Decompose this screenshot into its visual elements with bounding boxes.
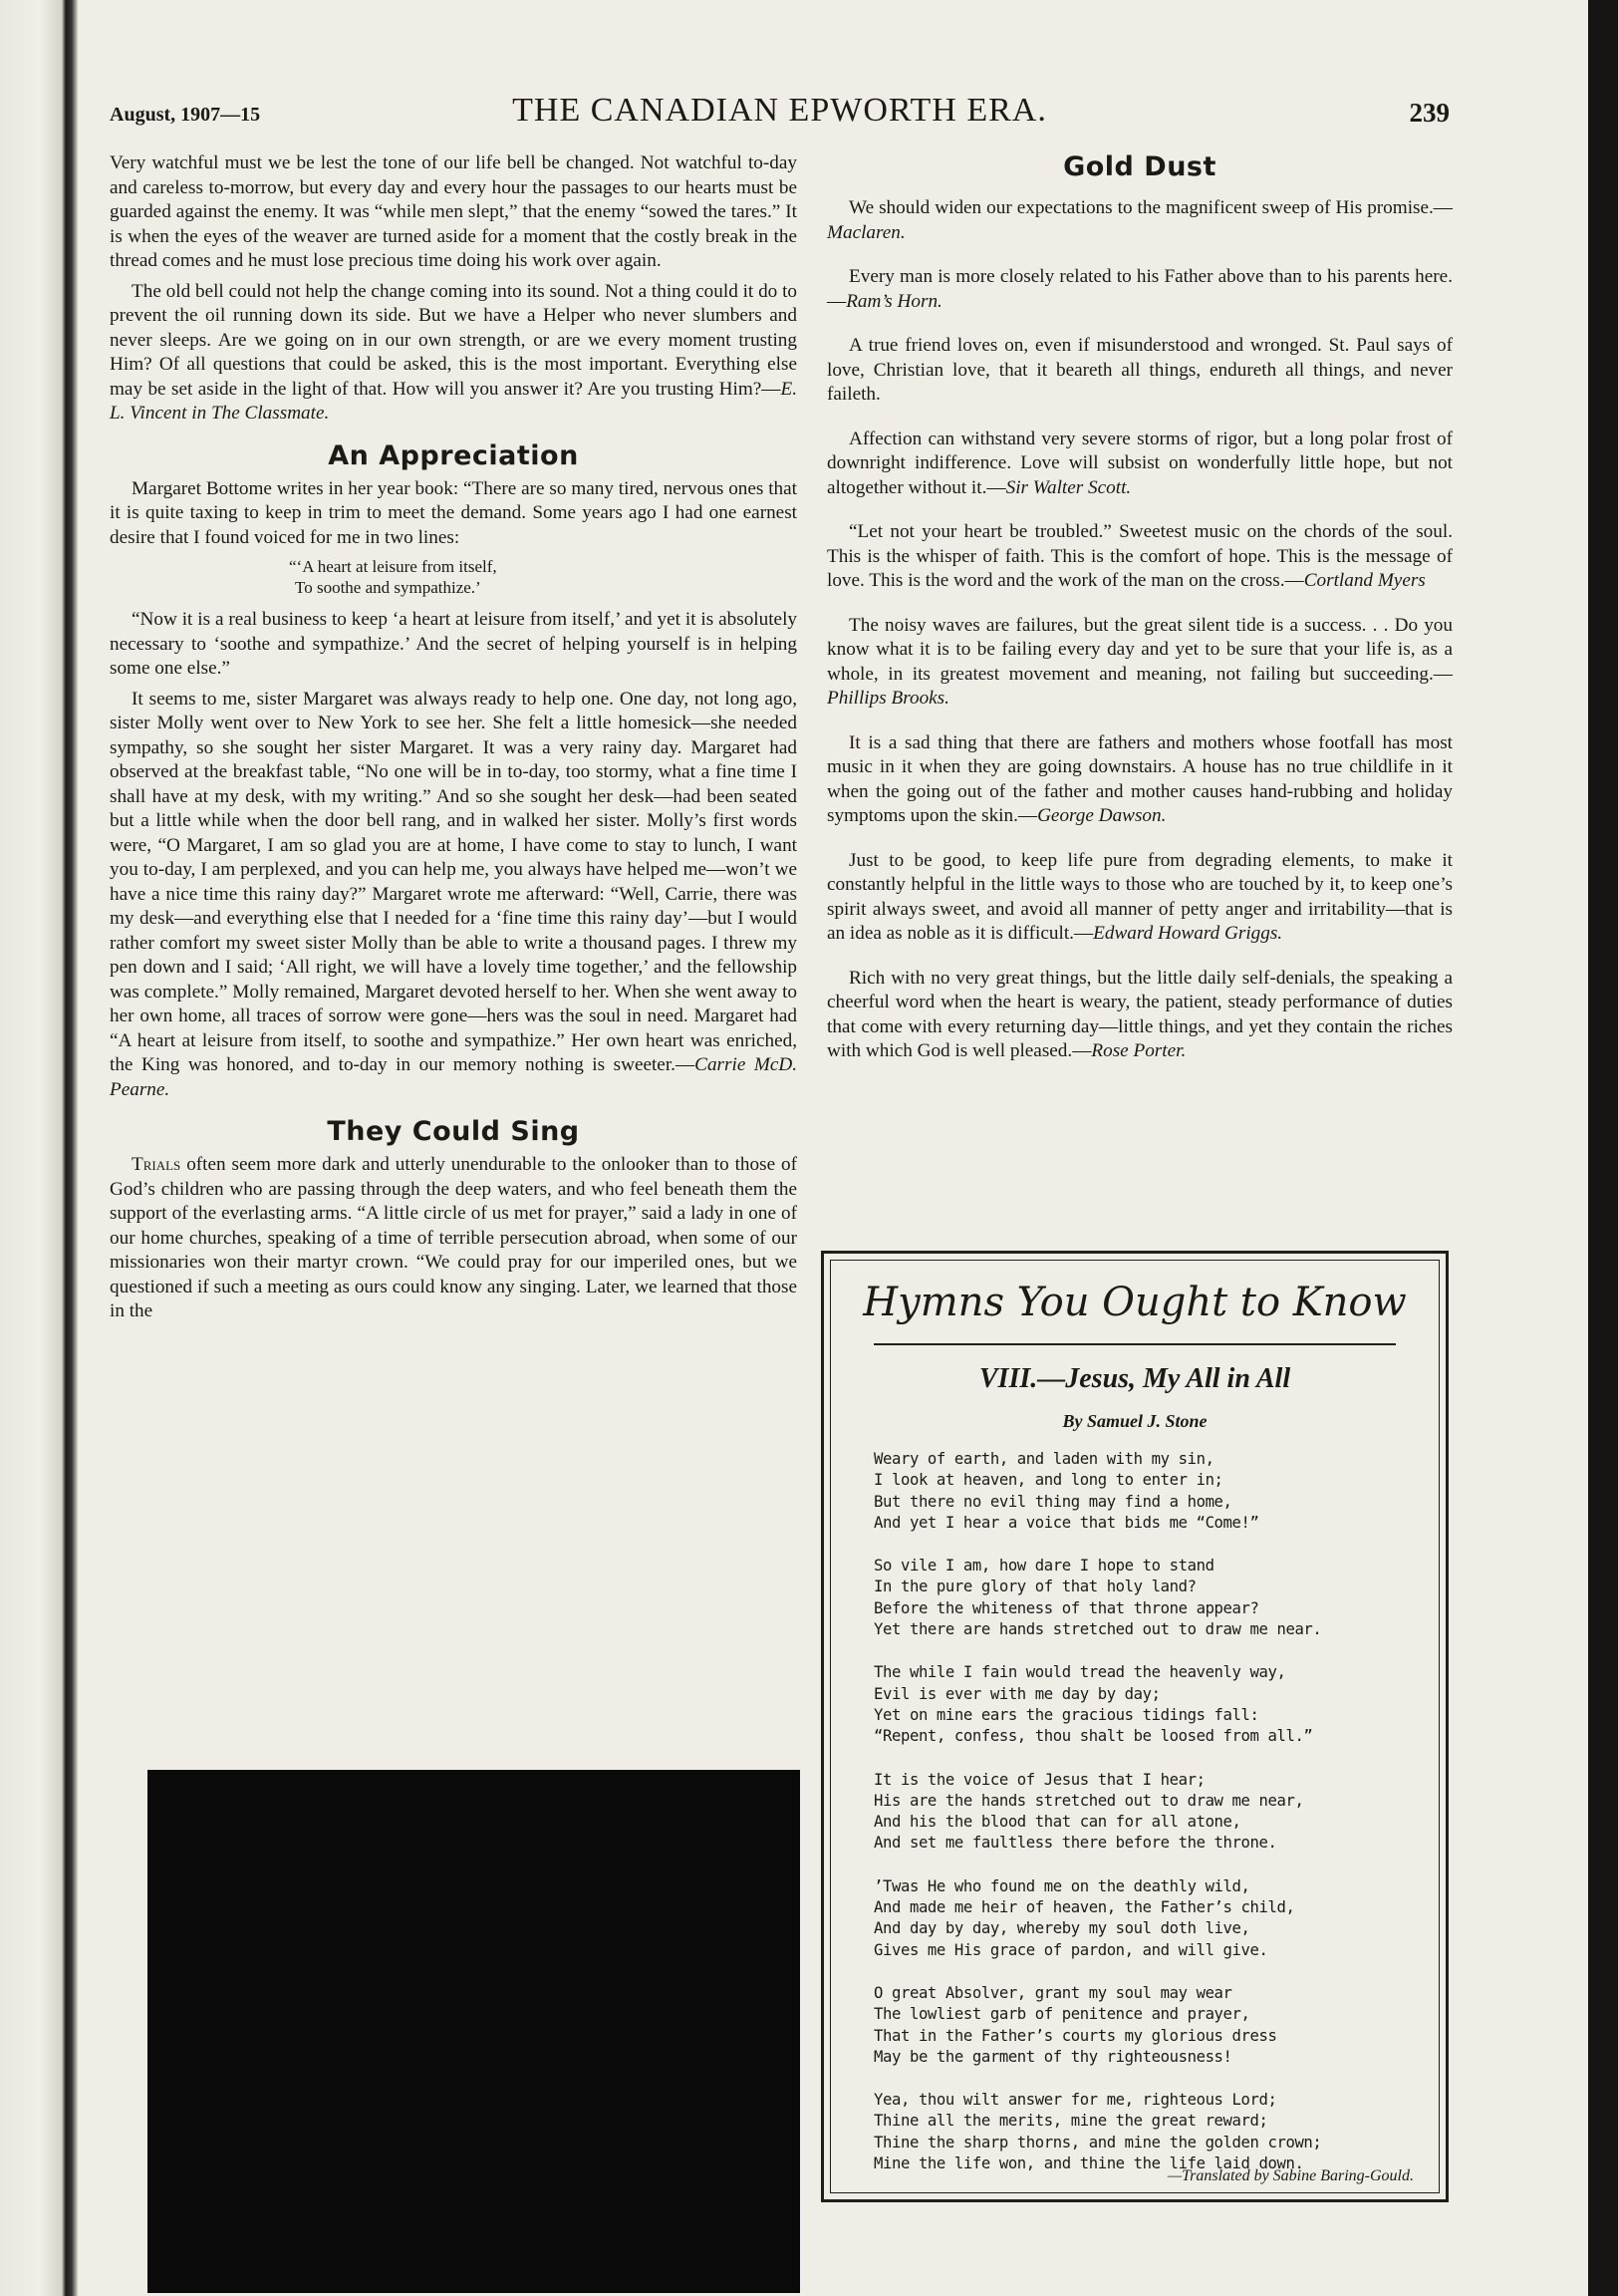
scan-edge [1588,0,1618,2296]
hymn-stanza [874,2090,1428,2174]
hymn-line: Weary of earth, and laden with my sin, [874,1450,1214,1468]
hymn-line: Mine the life won, and thine the life laid down. [874,2154,1304,2173]
hymn-line: It is the voice of Jesus that I hear; [874,1770,1206,1789]
page-number: 239 [1409,98,1450,128]
hymn-line: Before the whiteness of that throne appear? [874,1598,1259,1617]
gold-dust-item: Every man is more closely related to his Father above than to his parents here.—Ram’s Horn. [827,266,1453,312]
intro-paragraph-1: Very watchful must we be lest the tone of our life bell be changed. Not watchful to-day and careless to-morrow, but every day and every hour the passages to our hearts must be guarded against the enemy. It was “while men slept,” that the enemy “sowed the tares.” It is when the eyes of the weaver are turned aside for a moment that the costly break in the thread comes and he must lose precious time doing his work over again. [110,152,797,271]
gold-dust-citation: Rose Porter. [1091,1040,1187,1061]
hymn-stanza [874,1983,1428,2068]
hymn-line: Yet there are hands stretched out to draw me near. [874,1620,1322,1639]
appreciation-verse [289,556,797,598]
cut-off-text-line [110,1752,797,1770]
hymn-line: And day by day, whereby my soul doth live, [874,1919,1250,1938]
verse-line: “‘A heart at leisure from itself, [289,557,497,576]
could-sing-heading: They Could Sing [327,1116,580,1147]
gold-dust-citation: Maclaren. [827,221,906,243]
hymn-line: And made me heir of heaven, the Father’s child, [874,1898,1295,1917]
verse-line: To soothe and sympathize.’ [295,578,481,597]
appreciation-paragraph-3: It seems to me, sister Margaret was always ready to help one. One day, not long ago, sister Molly went over to New York to see her. She felt a little homesick—she needed sympathy, so she sought her sister Margaret. It was a very rainy day. Margaret had observed at the breakfast table, “No one will be in to-day, too stormy, what a fine time I shall have at my desk, with my writing.” And so she sought her desk—had been seated but a little while when the door bell rang, and in walked her sister. Molly’s first words were, “O Margaret, I am so glad you are at home, I have come to stay to lunch, I want you to-day, I am perplexed, and you can help me, you always have helped me—won’t we have a nice time this rainy day?” Margaret wrote me afterward: “Well, Carrie, there was my desk—and everything else that I needed for a ‘fine time this rainy day’—but I would rather comfort my sweet sister Molly than be able to write a thousand pages. I threw my pen down and I said; ‘All right, we will have a lovely time together,’ and the fellowship was complete.” Molly remained, Margaret devoted herself to her. When she went away to her own home, all traces of sorrow were gone—hers was the soul in need. Margaret had “A heart at leisure from itself, to soothe and sympathize.” Her own heart was enriched, the King was honored, and to-day in our memory nothing is sweeter.—Carrie McD. Pearne. [110,688,798,1100]
hymn-title-rule [874,1343,1396,1345]
hymn-line: Yet on mine ears the gracious tidings fall: [874,1705,1259,1724]
appreciation-heading: An Appreciation [328,439,579,471]
hymn-line: In the pure glory of that holy land? [874,1578,1197,1596]
appreciation-paragraph-1: Margaret Bottome writes in her year book: “There are so many tired, nervous ones that it is quite taxing to keep in trim to meet the demand. Some years ago I had one earnest desire that I found voiced for me in two lines: [110,477,797,548]
hymn-line: But there no evil thing may find a home, [874,1492,1232,1511]
hymn-stanzas [874,1449,1428,2196]
hymn-line: Thine all the merits, mine the great reward; [874,2112,1268,2131]
appreciation-citation: Carrie McD. Pearne. [110,1054,798,1100]
hymn-line: Evil is ever with me day by day; [874,1684,1161,1703]
right-column [827,151,1453,1084]
appreciation-paragraph-2: “Now it is a real business to keep ‘a heart at leisure from itself,’ and yet it is absolutely necessary to ‘soothe and sympathize.’ And the secret of helping yourself is in helping some one else.” [110,609,797,679]
hymn-box [821,1251,1449,2202]
gold-dust-citation: George Dawson. [1037,805,1167,826]
blacked-out-region [147,1770,800,2293]
gold-dust-citation: Ram’s Horn. [846,290,943,312]
hymn-line: May be the garment of thy righteousness! [874,2047,1232,2066]
hymn-title: VIII.—Jesus, My All in All [978,1363,1291,1394]
left-column [110,151,797,1330]
hymn-line: “Repent, confess, thou shalt be loosed from all.” [874,1727,1313,1746]
hymn-line: I look at heaven, and long to enter in; [874,1471,1223,1490]
gold-dust-item: We should widen our expectations to the magnificent sweep of His promise.—Maclaren. [827,197,1453,243]
gold-dust-list [827,196,1453,1064]
gold-dust-item: The noisy waves are failures, but the great silent tide is a success. . . Do you know what it is to be failing every day and yet to be sure that your life is, as a whole, in its greatest movement and meaning, not failing but succeeding.—Phillips Brooks. [827,614,1453,709]
hymn-line: Yea, thou wilt answer for me, righteous Lord; [874,2091,1277,2110]
gold-dust-item: Rich with no very great things, but the little daily self-denials, the speaking a cheerful word when the heart is weary, the patient, steady performance of duties that come with every returning day—little things, and yet they contain the riches with which God is well pleased.—Rose Porter. [827,967,1453,1061]
publication-title: THE CANADIAN EPWORTH ERA. [512,92,1047,129]
hymn-line: And set me faultless there before the throne. [874,1834,1277,1853]
hymn-stanza [874,1662,1428,1747]
hymn-stanza [874,1876,1428,1961]
lead-word: Trials [132,1154,181,1175]
hymn-line: O great Absolver, grant my soul may wear [874,1983,1232,2002]
gold-dust-citation: Sir Walter Scott. [1005,476,1132,498]
page-header [110,92,1450,136]
hymn-line: His are the hands stretched out to draw me near, [874,1791,1304,1810]
hymn-series-title: Hymns You Ought to Know [863,1280,1407,1325]
hymn-line: That in the Father’s courts my glorious dress [874,2026,1277,2045]
gold-dust-item: “Let not your heart be troubled.” Sweetest music on the chords of the soul. This is the whisper of faith. This is the comfort of hope. This is the message of love. This is the word and the work of the man on the cross.—Cortland Myers [827,521,1453,591]
hymn-line: Gives me His grace of pardon, and will give. [874,1940,1268,1959]
gold-dust-citation: Cortland Myers [1303,570,1426,591]
hymn-line: And his the blood that can for all atone, [874,1813,1241,1832]
hymn-line: Thine the sharp thorns, and mine the golden crown; [874,2133,1322,2152]
intro-citation: E. L. Vincent in The Classmate. [110,378,797,424]
gold-dust-citation: Edward Howard Griggs. [1093,923,1283,944]
hymn-line: And yet I hear a voice that bids me “Come!” [874,1513,1259,1532]
hymn-translator: —Translated by Sabine Baring-Gould. [1167,2167,1414,2184]
hymn-line: The while I fain would tread the heavenly way, [874,1663,1286,1682]
scan-gutter [0,0,78,2296]
gold-dust-item: It is a sad thing that there are fathers and mothers whose footfall has most music in it when they are going downstairs. A house has no true childlife in it when the going out of the father and mother causes hand-rubbing and holiday symptoms upon the skin.—George Dawson. [827,731,1453,826]
issue-date: August, 1907—15 [110,104,261,126]
intro-paragraph-2: The old bell could not help the change coming into its sound. Not a thing could it do to prevent the oil running down its side. But we have a Helper who never slumbers and never sleeps. Are we going on in our own strength, or are we every moment trusting Him? Of all questions that could be asked, this is the most important. Everything else may be set aside in the light of that. How will you answer it? Are you trusting Him?—E. L. Vincent in The Classmate. [110,280,797,424]
hymn-stanza [874,1770,1428,1855]
hymn-line: ’Twas He who found me on the deathly wild, [874,1876,1250,1895]
hymn-author: By Samuel J. Stone [1062,1411,1208,1431]
could-sing-paragraph: Trials often seem more dark and utterly unendurable to the onlooker than to those of God’s children who are passing through the deep waters, and who feel beneath them the support of the everlasting arms. “A little circle of us met for prayer,” said a lady in one of our home churches, speaking of a time of terrible persecution abroad, when some of our missionaries won their martyr crown. “We could pray for our imperiled ones, but we questioned if such a meeting as ours could know any singing. Later, we learned that those in the [110,1154,797,1321]
gold-dust-item: Affection can withstand very severe storms of rigor, but a long polar frost of downright indifference. Love will subsist on wonderfully little hope, but not altogether without it.—Sir Walter Scott. [827,428,1453,498]
gold-dust-heading: Gold Dust [1063,151,1216,182]
gold-dust-item: Just to be good, to keep life pure from degrading elements, to make it constantly helpful in the little ways to those who are touched by it, to keep one’s spirit always sweet, and avoid all manner of petty anger and irritability—that is an idea as noble as it is difficult.—Edward Howard Griggs. [827,849,1453,944]
hymn-stanza [874,1449,1428,1534]
hymn-stanza [874,1556,1428,1640]
gold-dust-item: A true friend loves on, even if misunderstood and wronged. St. Paul says of love, Christian love, that it beareth all things, endureth all things, and never faileth. [827,335,1453,405]
gold-dust-citation: Phillips Brooks. [827,688,949,709]
hymn-line: So vile I am, how dare I hope to stand [874,1557,1214,1576]
hymn-line: The lowliest garb of penitence and prayer, [874,2005,1250,2024]
